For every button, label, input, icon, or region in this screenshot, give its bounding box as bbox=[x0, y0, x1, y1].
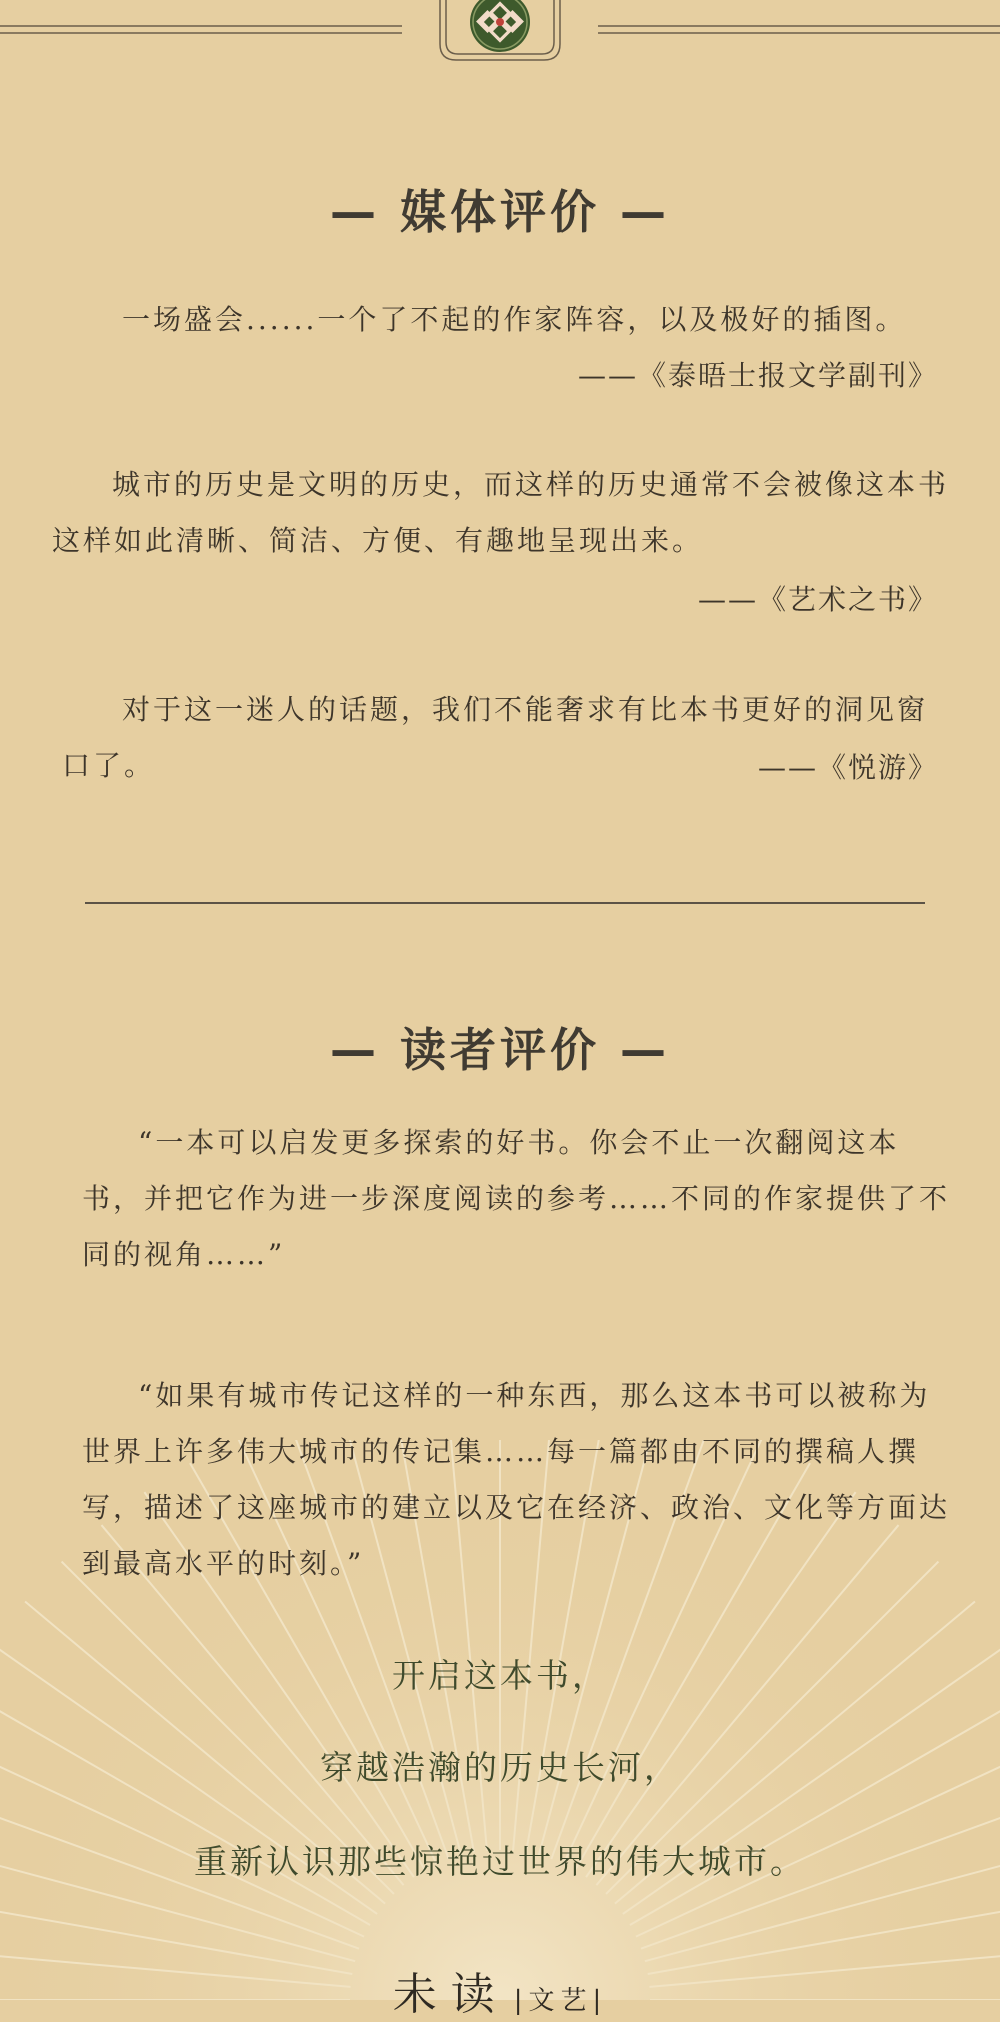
closing-line-2: 穿越浩瀚的历史长河， bbox=[320, 1748, 680, 1787]
endless-knot-icon bbox=[470, 0, 530, 52]
reader-reviews-heading: — 读者评价 — bbox=[329, 1023, 671, 1077]
reader-review-1-text: “一本可以启发更多探索的好书。你会不止一次翻阅这本书，并把它作为进一步深度阅读的参考……不同的作家提供了不同的视角……” bbox=[82, 1126, 951, 1271]
media-review-2-text: 城市的历史是文明的历史，而这样的历史通常不会被像这本书这样如此清晰、简洁、方便、有趣地呈现出来。 bbox=[52, 468, 950, 557]
reader-review-2-text: “如果有城市传记这样的一种东西，那么这本书可以被称为世界上许多伟大城市的传记集……每一篇都由不同的撰稿人撰写，描述了这座城市的建立以及它在经济、政治、文化等方面达到最高水平的时刻。” bbox=[82, 1379, 951, 1580]
media-review-1-source: ——《泰晤士报文学副刊》 bbox=[577, 359, 938, 392]
top-ornament bbox=[0, 0, 1000, 70]
section-divider bbox=[85, 902, 925, 904]
publisher-logo bbox=[0, 1958, 1000, 2022]
media-review-3-text: 对于这一迷人的话题，我们不能奢求有比本书更好的洞见窗口了。 bbox=[62, 693, 929, 782]
publisher-mark: |文艺| bbox=[513, 1986, 608, 2016]
closing-line-1: 开启这本书， bbox=[392, 1656, 608, 1695]
media-review-3-source: ——《悦游》 bbox=[757, 751, 938, 784]
closing-line-3: 重新认识那些惊艳过世界的伟大城市。 bbox=[194, 1842, 806, 1881]
media-review-2-source: ——《艺术之书》 bbox=[697, 583, 938, 616]
media-review-1-text: 一场盛会......一个了不起的作家阵容，以及极好的插图。 bbox=[122, 303, 907, 336]
media-reviews-heading: — 媒体评价 — bbox=[329, 185, 671, 239]
publisher-name: 未读 bbox=[392, 1969, 509, 2020]
